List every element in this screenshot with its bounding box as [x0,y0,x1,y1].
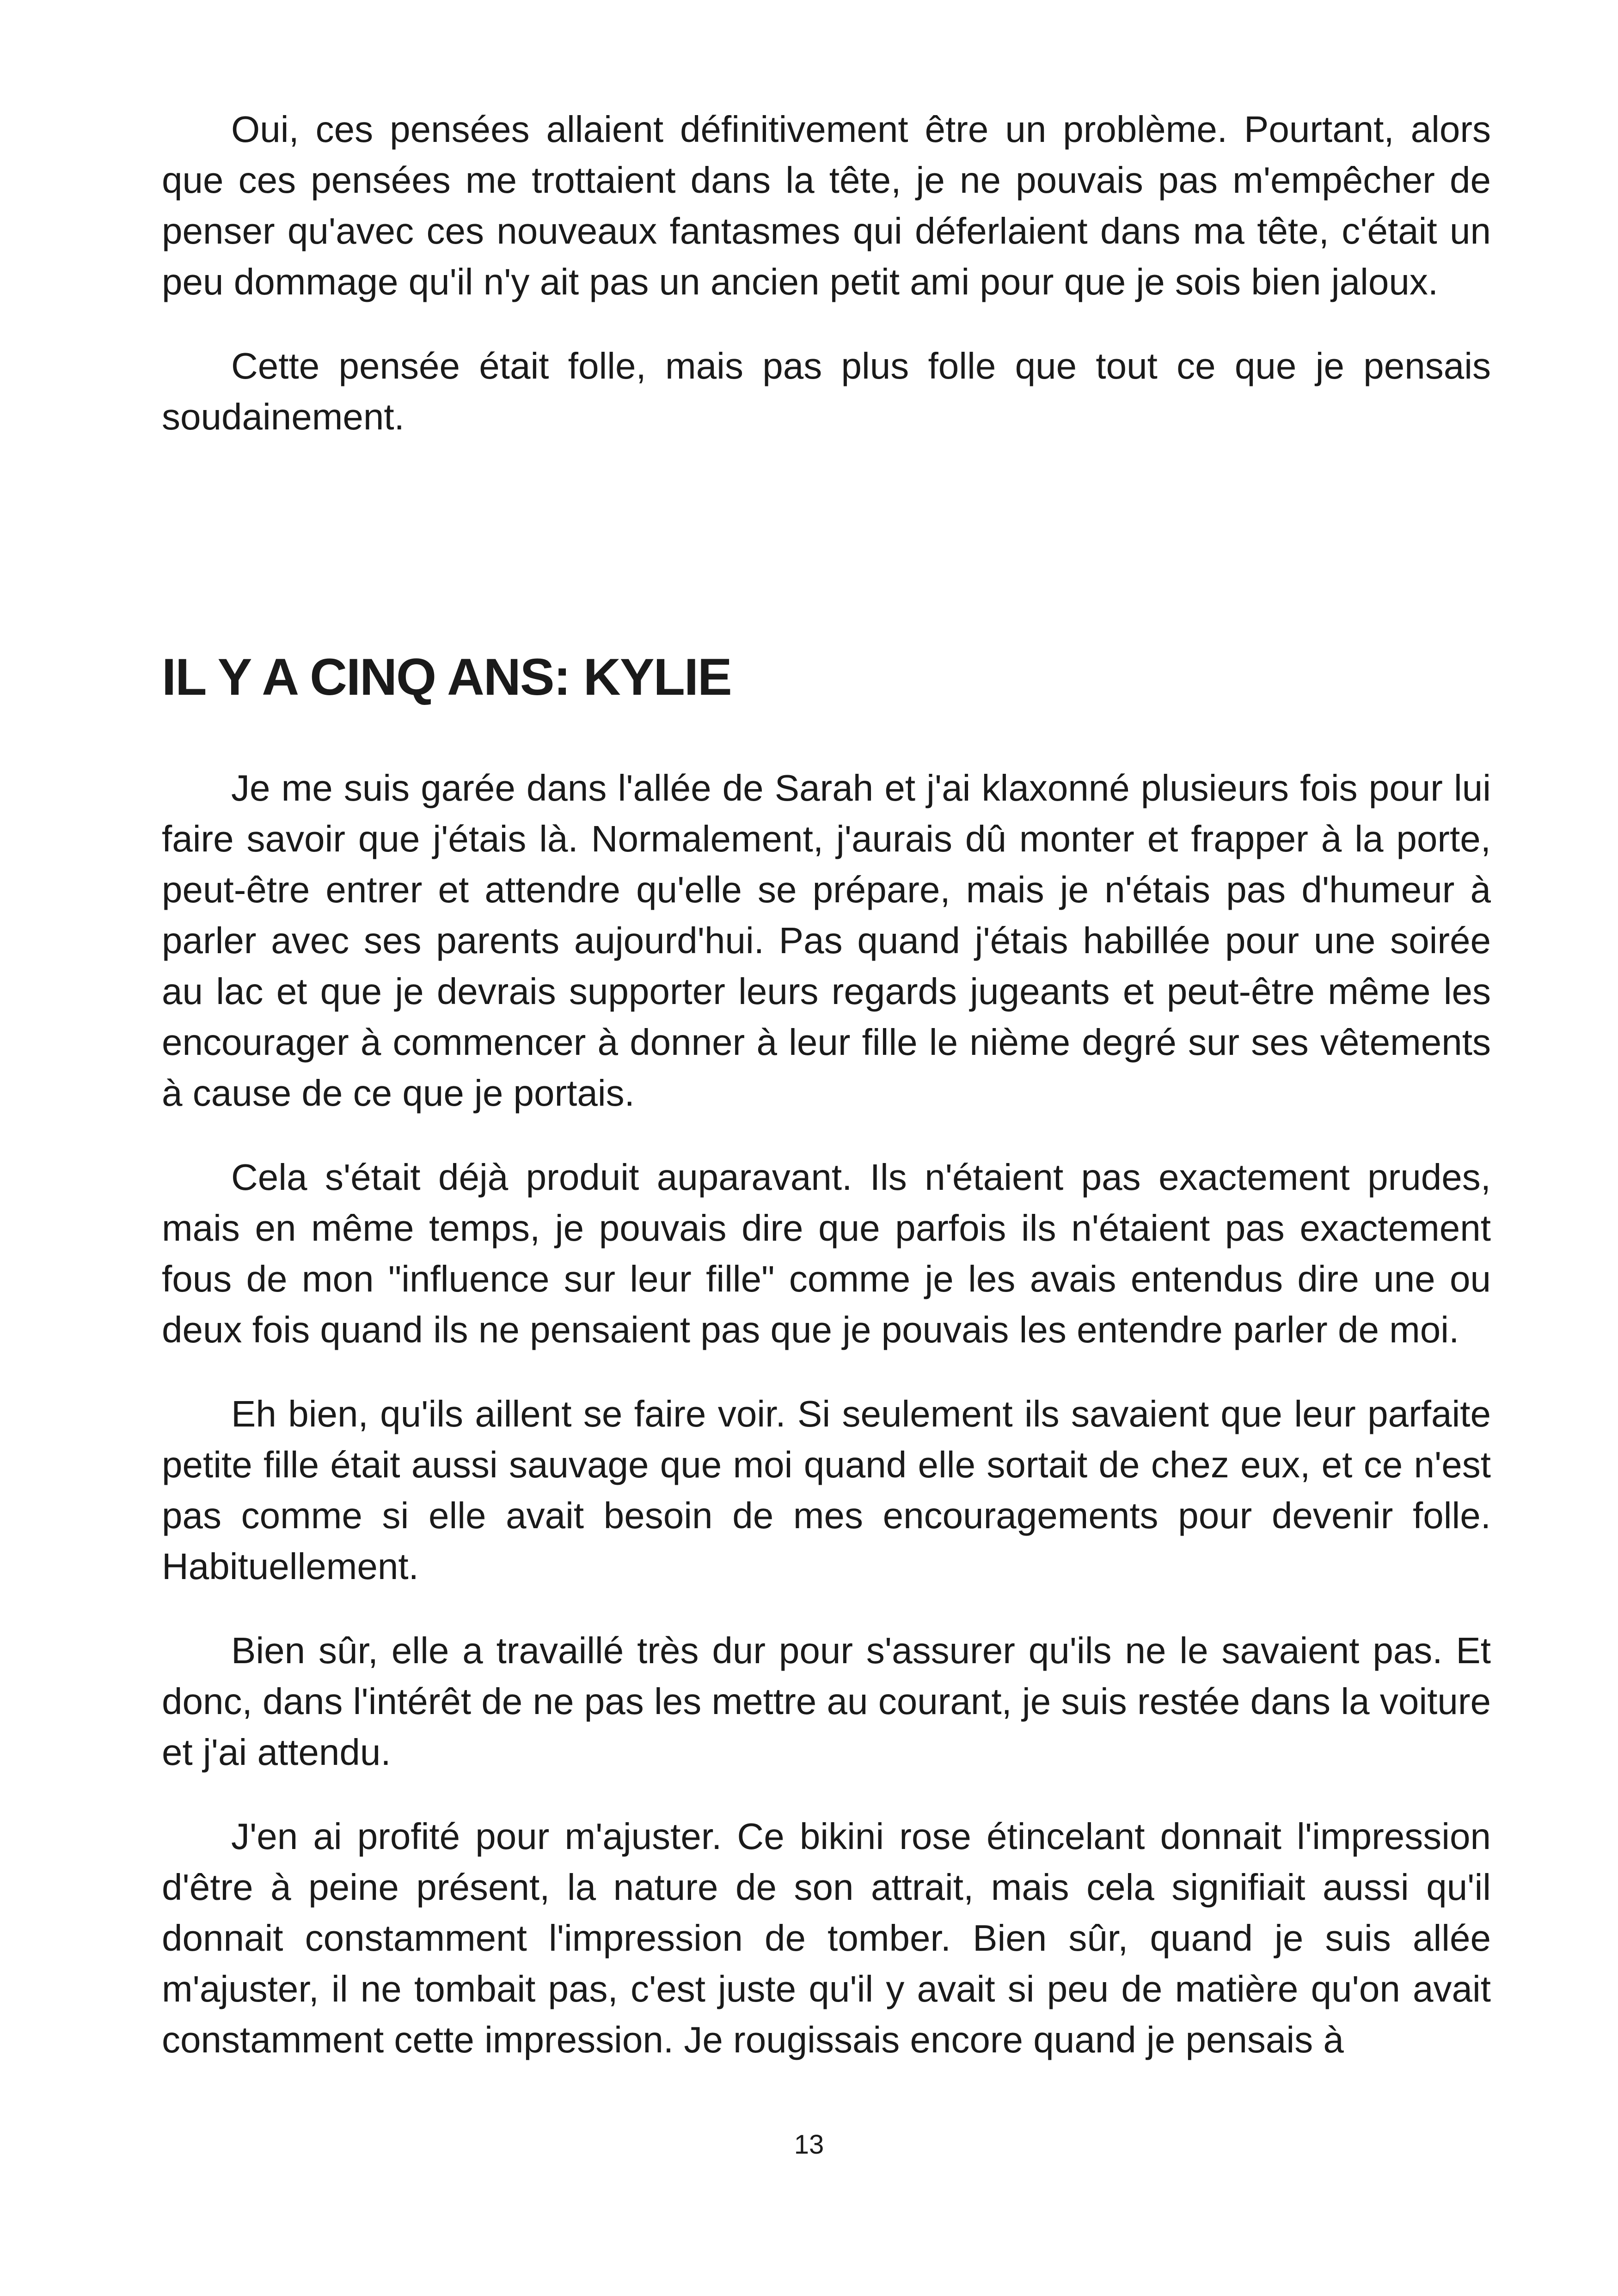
chapter-text [162,763,1491,2065]
chapter-title: IL Y A CINQ ANS: KYLIE [162,648,731,706]
paragraph: Eh bien, qu'ils aillent se faire voir. Si seulement ils savaient que leur parfaite petite fille était aussi sauvage que moi quand elle sortait de chez eux, et ce n'est pas comme si elle avait besoin de mes encouragements pour devenir folle. Habituellement. [162,1393,1491,1587]
paragraph: Bien sûr, elle a travaillé très dur pour s'assurer qu'ils ne le savaient pas. Et donc, dans l'intérêt de ne pas les mettre au courant, je suis restée dans la voiture et j'ai attendu. [162,1630,1491,1773]
page-number: 13 [794,2130,824,2160]
paragraph: Oui, ces pensées allaient définitivement être un problème. Pourtant, alors que ces pensées me trottaient dans la tête, je ne pouvais pas m'empêcher de penser qu'avec ces nouveaux fantasmes qui déferlaient dans ma tête, c'était un peu dommage qu'il n'y ait pas un ancien petit ami pour que je sois bien jaloux. [162,109,1491,302]
paragraph: Cette pensée était folle, mais pas plus folle que tout ce que je pensais soudainement. [162,345,1491,437]
paragraph: Cela s'était déjà produit auparavant. Ils n'étaient pas exactement prudes, mais en même temps, je pouvais dire que parfois ils n'étaient pas exactement fous de mon "influence sur leur fille" comme je les avais entendus dire une ou deux fois quand ils ne pensaient pas que je pouvais les entendre parler de moi. [162,1157,1491,1350]
paragraph: J'en ai profité pour m'ajuster. Ce bikini rose étincelant donnait l'impression d'être à peine présent, la nature de son attrait, mais cela signifiait aussi qu'il donnait constamment l'impression de tomber. Bien sûr, quand je suis allée m'ajuster, il ne tombait pas, c'est juste qu'il y avait si peu de matière qu'on avait constamment cette impression. Je rougissais encore quand je pensais à [162,1816,1491,2060]
intro-text [162,104,1491,442]
paragraph: Je me suis garée dans l'allée de Sarah et j'ai klaxonné plusieurs fois pour lui faire savoir que j'étais là. Normalement, j'aurais dû monter et frapper à la porte, peut-être entrer et attendre qu'elle se prépare, mais je n'étais pas d'humeur à parler avec ses parents aujourd'hui. Pas quand j'étais habillée pour une soirée au lac et que je devrais supporter leurs regards jugeants et peut-être même les encourager à commencer à donner à leur fille le nième degré sur ses vêtements à cause de ce que je portais. [162,767,1491,1114]
